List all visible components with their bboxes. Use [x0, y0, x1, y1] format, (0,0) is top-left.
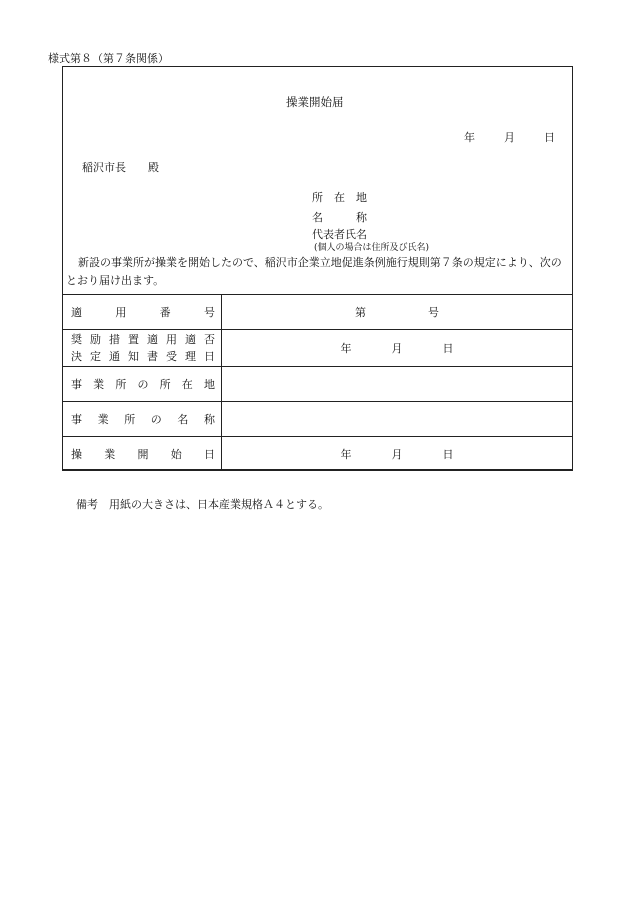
label-char: 称: [203, 413, 215, 426]
individual-note: (個人の場合は住所及び氏名): [314, 243, 430, 253]
label-char: 知: [128, 350, 139, 363]
date-day: 日: [442, 342, 454, 355]
office-location-field[interactable]: [222, 367, 573, 402]
remarks: 備考 用紙の大きさは、日本産業規格Ａ４とする。: [76, 498, 329, 511]
form-number-label: 様式第８（第７条関係）: [48, 52, 169, 65]
label-char: 日: [204, 350, 215, 363]
table-row: [63, 330, 573, 367]
label-char: 所: [115, 378, 127, 391]
table-row: [63, 295, 573, 330]
table-row: [63, 367, 573, 402]
representative-name-label: 代表者氏名: [312, 228, 367, 241]
submission-date: [464, 129, 555, 145]
label-char: 適: [185, 333, 196, 346]
date-year: 年: [464, 131, 475, 144]
applicant-name-label: 名 称: [312, 211, 367, 224]
label-char: 用: [166, 333, 177, 346]
label-char: 決: [71, 350, 82, 363]
label-char: 業: [97, 413, 109, 426]
date-day: 日: [544, 131, 555, 144]
label-char: 奨: [71, 333, 82, 346]
label-char: 業: [104, 447, 116, 461]
label-char: の: [150, 413, 162, 426]
label-char: 置: [128, 333, 139, 346]
office-name-field[interactable]: [222, 402, 573, 437]
document-title: 操業開始届: [286, 95, 344, 109]
incentive-decision-date-field[interactable]: [222, 330, 573, 367]
date-month: 月: [391, 342, 403, 355]
office-location-label: [63, 367, 222, 402]
label-char: 始: [170, 447, 182, 461]
label-char: 地: [203, 378, 215, 391]
date-month: 月: [504, 131, 515, 144]
operation-start-date-field[interactable]: [222, 437, 573, 471]
number-suffix: 号: [428, 306, 439, 319]
label-char: 日: [204, 447, 215, 461]
label-char: 事: [71, 413, 82, 426]
number-prefix: 第: [355, 306, 366, 319]
label-char: 否: [204, 333, 215, 346]
table-row: [63, 402, 573, 437]
label-char: 名: [177, 413, 189, 426]
label-char: 業: [93, 378, 105, 391]
label-char: 理: [185, 350, 196, 363]
label-char: 適: [71, 306, 82, 319]
label-char: 操: [71, 447, 82, 461]
application-number-field[interactable]: [222, 295, 573, 330]
notification-statement: 新設の事業所が操業を開始したので、稲沢市企業立地促進条例施行規則第７条の規定により、次のとおり届け出ます。: [66, 256, 562, 287]
label-char: 在: [181, 378, 193, 391]
label-char: 番: [159, 306, 171, 319]
table-row: [63, 437, 573, 471]
applicant-address-label: 所 在 地: [312, 191, 367, 204]
label-char: 措: [109, 333, 120, 346]
operation-start-date-label: [63, 437, 222, 471]
label-char: 適: [147, 333, 158, 346]
date-year: 年: [340, 342, 352, 355]
label-char: 用: [115, 306, 127, 319]
date-day: 日: [442, 447, 454, 461]
incentive-decision-date-label: [63, 330, 222, 367]
label-char: 開: [137, 447, 149, 461]
label-char: 所: [124, 413, 136, 426]
details-table: [62, 294, 573, 471]
label-char: の: [137, 378, 149, 391]
application-number-label: [63, 295, 222, 330]
label-char: 定: [90, 350, 101, 363]
label-char: 所: [159, 378, 171, 391]
label-char: 受: [166, 350, 177, 363]
office-name-label: [63, 402, 222, 437]
addressee: 稲沢市長 殿: [82, 161, 159, 174]
label-char: 通: [109, 350, 120, 363]
label-char: 号: [203, 306, 215, 319]
label-char: 書: [147, 350, 158, 363]
label-char: 事: [71, 378, 82, 391]
label-char: 励: [90, 333, 101, 346]
date-year: 年: [340, 447, 352, 461]
date-month: 月: [391, 447, 403, 461]
